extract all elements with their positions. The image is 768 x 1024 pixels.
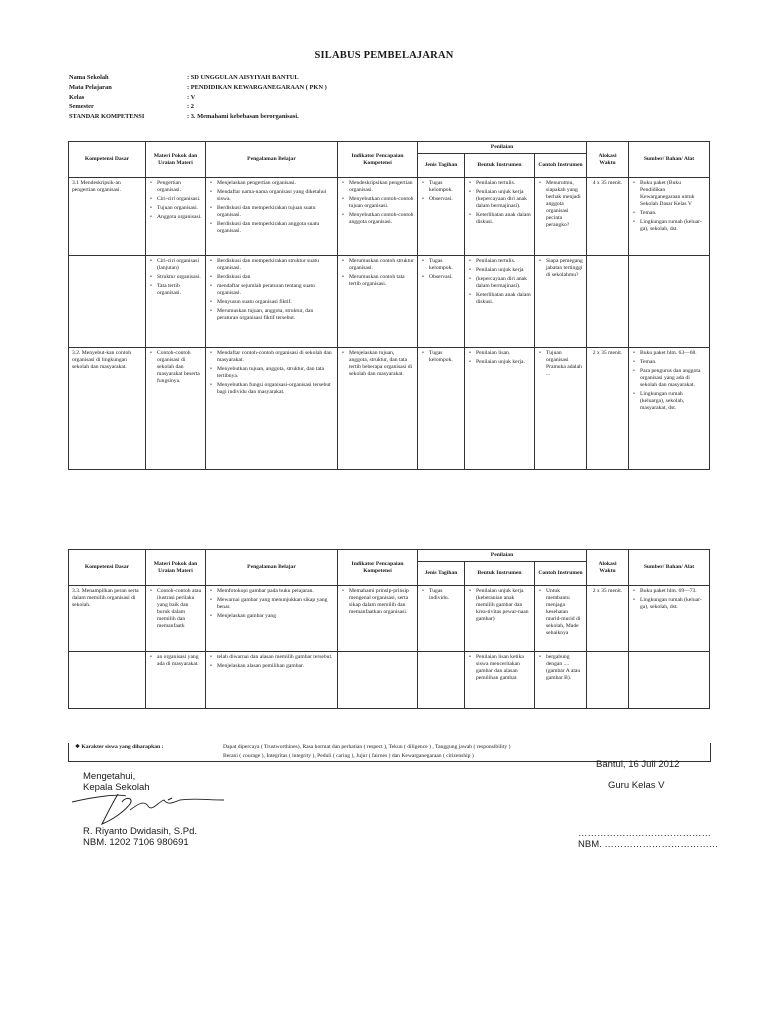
list-item: • Keterlibatan anak dalam diskusi. [476,212,531,226]
document-title: SILABUS PEMBELAJARAN [314,50,454,61]
cell-bentuk [465,256,535,348]
list-item: • Memahami prinsip-prinsip mengenal organisasi, serta sikap dalam memilih dan memanfaatkan organisasi. [349,588,414,616]
list-item: • Lingkungan rumah (keluar-ga), sekolah, dst. [640,219,706,233]
info-value: : 3. Memahami kebebasan berorganisasi. [187,113,299,121]
list-item: • telah diwarnai dan alasan memilih gambar tersebut. [217,654,334,661]
info-label: Semester [69,103,94,111]
cell-alokasi: 2 x 35 menit. [587,348,629,470]
list-item: • Menyebutkan contoh-contoh anggota organisasi. [349,212,414,226]
list-item: • Untuk membantu menjaga kesehatan murid-murid di sekolah, Made sebaiknya [546,588,583,637]
table-row [69,256,710,348]
list-item: • Penilaian unjuk kerja [476,267,531,274]
list-item: • Menjelaskan pengertian organisasi. [217,180,334,187]
list-item: • Struktur organisasi. [157,274,202,281]
table-row [69,348,710,470]
header-contoh: Contoh Instrumen [535,562,587,586]
list-item: • Menjelaskan alasan pemilihan gambar. [217,663,334,670]
cell-sumber [629,256,710,348]
header-indikator: Indikator Pencapaian Kompetensi [338,550,418,586]
list-item: • Penilaian lisan ketika siswa menceritakan gambar dan alasan pemilihan gambar. [476,654,531,682]
list-item: • Lingkungan rumah (keluar-ga), sekolah, dst. [640,597,706,611]
list-item: • Ciri-ciri organisasi. [157,196,202,203]
list-item: • an organisasi yang ada di masyarakat. [157,654,202,668]
cell-bentuk [465,586,535,652]
list-item: • Buku paket hlm. 63—68. [640,350,706,357]
list-item: • Mendaftar nama-nama organisasi yang diketahui siswa. [217,189,334,203]
list-item: • Menjelaskan tujuan, anggota, struktur, dan tata tertib beberapa organisasi di sekolah dan masyarakat. [349,350,414,378]
list-item: • Merumuskan contoh struktur organisasi. [349,258,414,272]
cell-materi [146,256,206,348]
signature-name: R. Riyanto Dwidasih, S.Pd. [83,826,198,837]
list-item: • Tujuan organisasi Pramuka adalah ... [546,350,583,378]
header-materi: Materi Pokok dan Uraian Materi [146,550,206,586]
list-item: • Penilaian tertulis. [476,258,531,265]
list-item: • Anggota organisasi. [157,214,202,221]
cell-pengalaman [206,586,338,652]
cell-jenis [418,178,465,256]
list-item: • Pengertian organisasi. [157,180,202,194]
header-bentuk: Bentuk Instrumen [465,562,535,586]
list-item: • Tujuan organisasi. [157,205,202,212]
list-item: • Penilaian unjuk kerja (keberanian anak memilih gambar dan krea-tivitas pewar-naan gambar) [476,588,531,623]
cell-sumber [629,586,710,652]
list-item: • Penilaian tertulis. [476,180,531,187]
handwritten-signature [68,790,238,830]
cell-sumber [629,178,710,256]
list-item: • (kepercayaan diri anak dalam bermajinasi). [476,276,531,290]
school-info [69,73,327,122]
list-item: • Buku paket hlm. 69—73. [640,588,706,595]
header-sumber: Sumber/ Bahan/ Alat [629,550,710,586]
list-item: • Tata tertib organisasi. [157,283,202,297]
cell-bentuk [465,178,535,256]
karakter-label: ❖ Karakter siswa yang diharapkan : [75,744,164,750]
cell-alokasi [587,652,629,709]
cell-pengalaman [206,256,338,348]
signature-guru: Guru Kelas V [608,780,665,791]
header-indikator: Indikator Pencapaian Kompetensi [338,142,418,178]
info-value: : 2 [187,103,194,111]
info-label: Mata Pelajaran [69,83,112,91]
list-item: • Contoh-contoh atau ilustrasi perilaku yang baik dan buruk dalam memilih dan memanfaatk [157,588,202,630]
list-item: • Berdiskusi dan memperkirakan anggota suatu organisasi. [217,221,334,235]
cell-materi [146,348,206,470]
cell-kd: 3.1 Mendeskripsik-an pengertian organisasi. [69,178,146,256]
list-item: • mendaftar sejumlah peraturan tentang suatu organisasi. [217,283,334,297]
cell-alokasi [587,256,629,348]
header-penilaian: Penilaian [418,550,587,562]
cell-pengalaman [206,652,338,709]
list-item: • Teman. [640,210,706,217]
karakter-line-2: Berani ( courage ), Integritas ( integrity ), Peduli ( caring ), Jujur ( fairnes ) dan Kewarganegaraan ( citizenship ) [223,753,474,759]
cell-kd [69,652,146,709]
header-pengalaman: Pengalaman Belajar [206,550,338,586]
list-item: • Lingkungan rumah (keluarga), sekolah, masyarakat, dst. [640,391,706,412]
cell-jenis [418,256,465,348]
list-item: • Tugas kelompok. [429,258,461,272]
list-item: • Observasi. [429,196,461,203]
signature-blank-block [578,828,718,850]
list-item: • Siapa pemegang jabatan tertinggi di sekolahmu? [546,258,583,279]
cell-bentuk [465,652,535,709]
header-penilaian: Penilaian [418,142,587,154]
cell-sumber [629,652,710,709]
list-item: • Contoh-contoh organisasi di sekolah dan masyarakat beserta fungsinya. [157,350,202,385]
info-row [69,102,327,112]
cell-alokasi: 2 x 35 menit. [587,586,629,652]
list-item: • Teman. [640,359,706,366]
cell-contoh [535,652,587,709]
cell-indikator [338,178,418,256]
list-item: • Menyusun suatu organisasi fiktif. [217,299,334,306]
list-item: • Mendaftar contoh-contoh organisasi di sekolah dan masyarakat. [217,350,334,364]
cell-pengalaman [206,178,338,256]
list-item: • Tugas kelompok. [429,180,461,194]
info-row [69,112,327,122]
header-bentuk: Bentuk Instrumen [465,154,535,178]
cell-materi [146,652,206,709]
list-item: • Mewarnai gambar yang menunjukkan sikap yang benar. [217,597,334,611]
cell-pengalaman [206,348,338,470]
list-item: • Observasi. [429,274,461,281]
cell-alokasi: 4 x 35 menit. [587,178,629,256]
info-label: Kelas [69,93,85,101]
list-item: • Penilaian unjuk kerja (kepercayaan diri anak dalam bermajinasi). [476,189,531,210]
cell-jenis [418,348,465,470]
list-item: • Penilaian unjuk kerja. [476,359,531,366]
syllabus-table-2 [68,549,710,709]
list-item: • Menyebutkan contoh-contoh tujuan organisasi. [349,196,414,210]
list-item: • Merumuskan tujuan, anggota, struktur, dan peraturan organisasi fiktif tersebut. [217,308,334,322]
header-pengalaman: Pengalaman Belajar [206,142,338,178]
info-row [69,73,327,83]
table-row [69,652,710,709]
info-row [69,93,327,103]
header-alokasi: Alokasi Waktu [587,142,629,178]
cell-bentuk [465,348,535,470]
cell-kd: 3.2. Menyebut-kan contoh organisasi di lingkungan sekolah dan masyarakat. [69,348,146,470]
cell-indikator [338,348,418,470]
header-sumber: Sumber/ Bahan/ Alat [629,142,710,178]
signature-nbm-blank: NBM. ……………………………… [578,839,719,850]
list-item: • Berdiskusi dan [217,274,334,281]
signature-nbm: NBM. 1202 7106 980691 [83,837,189,848]
cell-jenis [418,586,465,652]
list-item: • Berdiskusi dan memperkirakan struktur suatu organisasi. [217,258,334,272]
list-item: • Menyebutkan fungsi organisasi-organisasi tersebut bagi individu dan masyarakat. [217,382,334,396]
header-kd: Kompetensi Dasar [69,142,146,178]
header-jenis: Jenis Tagihan [418,562,465,586]
cell-materi [146,586,206,652]
signature-name-block [83,826,197,848]
signature-right [596,759,679,791]
list-item: • Memfotokopi gambar pada buku pelajaran. [217,588,334,595]
karakter-line-1: Dapat dipercaya ( Trustworthines), Rasa hormat dan perhatian ( respect ), Tekun ( diligence ) , Tanggung jawab ( responsibility ) [223,744,511,750]
info-row [69,83,327,93]
list-item: • Merumuskan contoh tata tertib organisasi. [349,274,414,288]
signature-kepala: Kepala Sekolah [83,782,150,793]
cell-indikator [338,652,418,709]
info-value: : PENDIDIKAN KEWARGANEGARAAN ( PKN ) [187,83,327,91]
signature-dots: …………………………………… [578,828,711,839]
header-alokasi: Alokasi Waktu [587,550,629,586]
list-item: • Menjelaskan gambar yang [217,613,334,620]
signature-mengetahui: Mengetahui, [83,771,136,782]
list-item: • Buku paket (Buku Pendidikan Kewarganegaraan untuk Sekolah Dasar Kelas V [640,180,706,208]
cell-indikator [338,256,418,348]
info-value: : SD UNGGULAN AISYIYAH BANTUL [187,74,299,81]
cell-kd: 3.3. Menampilkan peran serta dalam memilih organisasi di sekolah. [69,586,146,652]
cell-jenis [418,652,465,709]
list-item: • Berdiskusi dan memperkirakan tujuan suatu organisasi. [217,205,334,219]
list-item: • bergabung dengan .... (gambar A atau gambar B). [546,654,583,682]
list-item: • Tugas kelompok. [429,350,461,364]
list-item: • Keterlibatan anak dalam diskusi. [476,292,531,306]
info-label: STANDAR KOMPETENSI [69,113,145,121]
list-item: • Tugas individu. [429,588,461,602]
syllabus-table-1 [68,141,710,470]
header-contoh: Contoh Instrumen [535,154,587,178]
cell-contoh [535,348,587,470]
list-item: • Menyebutkan tujuan, anggota, struktur, dan tata tertibnya. [217,366,334,380]
list-item: • Penilaian lisan. [476,350,531,357]
header-jenis: Jenis Tagihan [418,154,465,178]
cell-contoh [535,586,587,652]
signature-date: Bantul, 16 Juli 2012 [596,759,680,770]
cell-kd [69,256,146,348]
header-materi: Materi Pokok dan Uraian Materi [146,142,206,178]
cell-contoh [535,256,587,348]
list-item: • Menurutmu, siapakah yang berhak menjadi anggota organisasi pecinta perangko? [546,180,583,229]
table-row [69,178,710,256]
info-value: : V [187,93,196,101]
cell-indikator [338,586,418,652]
list-item: • Para pengurus dan anggota organisasi yang ada di sekolah dan masyarakat. [640,368,706,389]
cell-contoh [535,178,587,256]
list-item: • Mendeskripsikan pengertian organisasi. [349,180,414,194]
info-label: Nama Sekolah [69,74,109,81]
list-item: • Ciri-ciri organisasi (lanjutan) [157,258,202,272]
cell-materi [146,178,206,256]
cell-sumber [629,348,710,470]
header-kd: Kompetensi Dasar [69,550,146,586]
table-row [69,586,710,652]
